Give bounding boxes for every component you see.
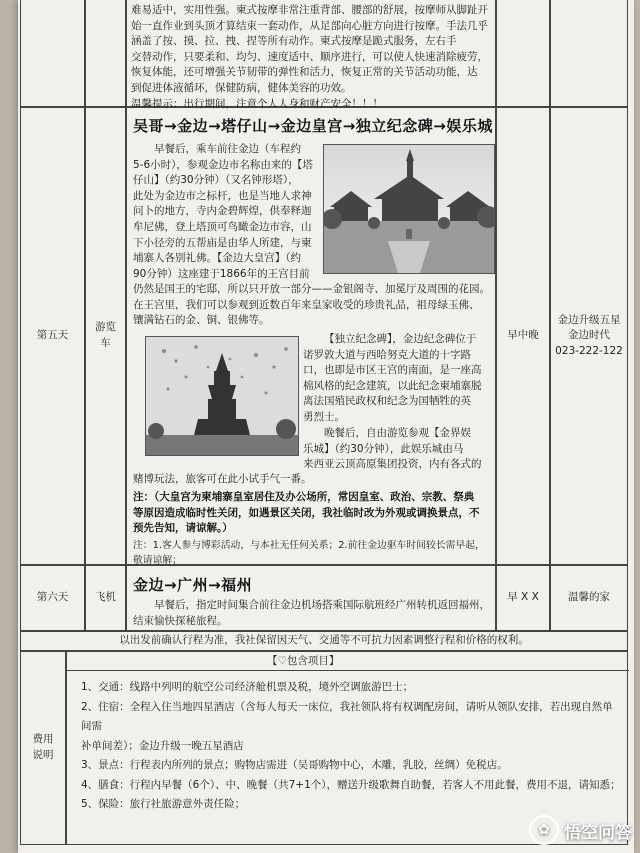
itinerary-table [20, 0, 628, 845]
text-line: 仔山】（约30分钟）（又名钟形塔）， [133, 174, 299, 187]
day6-route-title: 金边→广州→福州 [133, 576, 253, 594]
day5-day-text: 第五天 [36, 329, 69, 342]
day5-hotel [550, 107, 628, 565]
included-item-accommodation-cont: 补单间差）；金边升级一晚五星酒店 [81, 739, 244, 752]
disclaimer-text: 以出发前确认行程为准，我社保留因天气、交通等不可抗力因素调整行程和价格的权利。 [119, 634, 529, 647]
day5-transport [85, 107, 126, 565]
top-row-day-cell [20, 0, 85, 107]
royal-palace-illustration [324, 145, 494, 273]
fees-label-line: 费用 [32, 733, 54, 746]
day5-paragraph-3 [303, 426, 493, 473]
monument-illustration [146, 337, 298, 455]
text-line: 注：（大皇宫为柬埔寨皇室居住及办公场所，常因皇室、政治、宗教、祭典 [133, 491, 475, 503]
day6-meals [496, 565, 550, 631]
day5-route-title: 吴哥→金边→塔仔山→金边皇宫→独立纪念碑→娱乐城 [133, 117, 493, 135]
included-item-insurance: 5、保险：旅行社旅游意外责任险； [81, 798, 246, 810]
text-line: 问卜的地方，寺内金碧辉煌，供奉释迦 [133, 205, 312, 218]
day6-paragraph [133, 598, 495, 629]
text-line: 勇烈士。 [303, 410, 345, 423]
fees-label-line: 说明 [32, 749, 54, 761]
day5-hotel-line: 金边升级五星 [557, 313, 621, 326]
text-line: 结束愉快探秘旅程。 [133, 614, 228, 627]
day6-day-text: 第六天 [36, 591, 69, 604]
day5-content-cell [126, 107, 496, 565]
text-line: 在王宫里，我们可以参观到近数百年来皇家收受的珍贵礼品，祖母绿玉佛、 [133, 298, 480, 311]
top-row-meals-cell [496, 0, 550, 107]
text-line: 下小径旁的五帮庙是由华人所建，与柬 [133, 236, 312, 249]
safety-tip: 温馨提示：出行期间，注意个人人身和财产安全！！！ [131, 97, 383, 110]
day6-label [20, 565, 85, 631]
top-row-hotel-cell [550, 0, 628, 107]
text-line: 恢复体能，还可增强关节韧带的弹性和活力，恢复正常的关节活动功能，达 [131, 66, 478, 79]
day5-paragraph-3-cont: 赌博玩法，旅客可在此小试手气一番。 [133, 473, 312, 485]
text-line: 涵盖了按、摸、拉、拽、捏等所有动作。柬式按摩是跪式服务，左右手 [131, 35, 457, 48]
text-line: 到促进体液循环，保健防病，健体美容的功效。 [131, 81, 352, 94]
day5-paragraph-2 [303, 332, 493, 426]
text-line: 交替动作，只要柔和、均匀、速度适中、顺序进行，可以使人快速消除疲劳， [131, 50, 488, 63]
wukong-watermark [529, 815, 632, 845]
included-items-list [81, 678, 621, 815]
text-line: 来西亚云顶高原集团投资，内有各式的 [303, 458, 482, 471]
text-line: 预先告知，请谅解。） [133, 522, 233, 535]
included-item-meals: 4、膳食：行程内早餐（6个）、中、晚餐（共7+1个），赠送升级歌舞自助餐，若客人不用此餐，费用不退，请知悉； [81, 778, 621, 791]
day5-paragraph-1 [133, 142, 317, 282]
day6-hotel-text: 温馨的家 [568, 591, 610, 604]
top-row-transport-cell [85, 0, 126, 107]
text-line: 5-6小时），参观金边市名称由来的【塔 [133, 158, 313, 171]
text-line: 难易适中，实用性强。柬式按摩非常注重背部、腰部的舒展，按摩师从脚趾开 [131, 4, 488, 16]
text-line: 埔寨人各别礼佛。【金边大皇宫】（约 [133, 252, 301, 265]
text-line: 仍然是国王的宅邸，所以只开放一部分——金银阁寺、加冕厅及周围的花园。 [133, 283, 490, 295]
day5-label [20, 107, 85, 565]
massage-paragraph [131, 3, 493, 112]
text-line: 镶满钻石的金、铜、银佛等。 [133, 314, 270, 327]
text-line: 口，也即是市区王宫的南面，是一座高 [303, 364, 482, 377]
text-line: 敬请谅解； [133, 555, 182, 566]
day5-paragraph-1-cont [133, 282, 495, 329]
text-line: 牟尼佛，登上塔顶可鸟瞰金边市容，山 [133, 220, 312, 233]
day6-hotel [550, 565, 628, 631]
included-items-title: 【♡包含项目】 [267, 655, 340, 667]
day5-meals-text: 早中晚 [507, 329, 539, 342]
day5-hotel-phone: 023-222-122 [555, 344, 623, 357]
fees-label [20, 651, 66, 845]
text-line: 此处为金边市之标杆，也是当地人求神 [133, 189, 312, 202]
day6-transport [85, 565, 126, 631]
day5-note [133, 538, 497, 568]
day6-transport-text: 飞机 [95, 591, 116, 604]
royal-palace-photo [323, 144, 495, 274]
included-item-transport: 1、交通：线路中列明的航空公司经济舱机票及税，境外空调旅游巴士； [81, 681, 414, 693]
wukong-logo-icon: ✿ [529, 815, 559, 845]
fees-divider [67, 670, 629, 671]
text-line: 诺罗敦大道与西哈努克大道的十字路 [303, 348, 471, 361]
day5-transport-text: 游览车 [95, 321, 116, 349]
text-line: 始一直作业到头顶才算结束一套动作，从足部向心脏方向进行按摩。手法几乎 [131, 19, 488, 32]
top-row-content-cell [126, 0, 496, 110]
text-line: 棉风格的纪念建筑，以此纪念柬埔寨脱 [303, 379, 482, 392]
day5-hotel-line: 金边时代 [568, 329, 610, 342]
watermark-text: 悟空问答 [564, 822, 632, 843]
day6-content-cell [126, 565, 496, 631]
text-line: 乐城】（约30分钟），此娱乐城由马 [303, 442, 464, 455]
day6-meals-text: 早 X X [507, 591, 539, 604]
text-line: 90分钟）这座建于1866年的王宫目前 [133, 267, 310, 280]
text-line: 早餐后，乘车前往金边（车程约 [154, 143, 301, 155]
day5-meals [496, 107, 550, 565]
text-line: 等原因造成临时性关闭，如遇景区关闭，我社临时改为外观或调换景点，不 [133, 506, 480, 519]
included-item-accommodation: 2、住宿：全程入住当地四星酒店（含每人每天一床位，我社领队将有权调配房间，请听从领队安排，若出现自然单间需 [81, 700, 613, 732]
included-item-sights: 3、景点：行程表内所列的景点；购物店需进（吴哥购物中心，木雕，乳胶，丝绸）免税店。 [81, 759, 508, 771]
text-line: 【独立纪念碑】，金边纪念碑位于 [324, 333, 477, 345]
text-line: 离法国殖民政权和纪念为国牺牲的英 [303, 395, 471, 408]
day5-notice [133, 490, 495, 537]
text-line: 晚餐后，自由游览参观【金界娱 [324, 427, 471, 439]
independence-monument-photo [145, 336, 299, 456]
text-line: 早餐后，指定时间集合前往金边机场搭乘国际航班经广州转机返回福州， [154, 599, 490, 611]
disclaimer-row [20, 631, 628, 651]
text-line: 注：1.客人参与博彩活动，与本社无任何关系；2.前往金边驱车时间较长需早起， [133, 540, 485, 551]
